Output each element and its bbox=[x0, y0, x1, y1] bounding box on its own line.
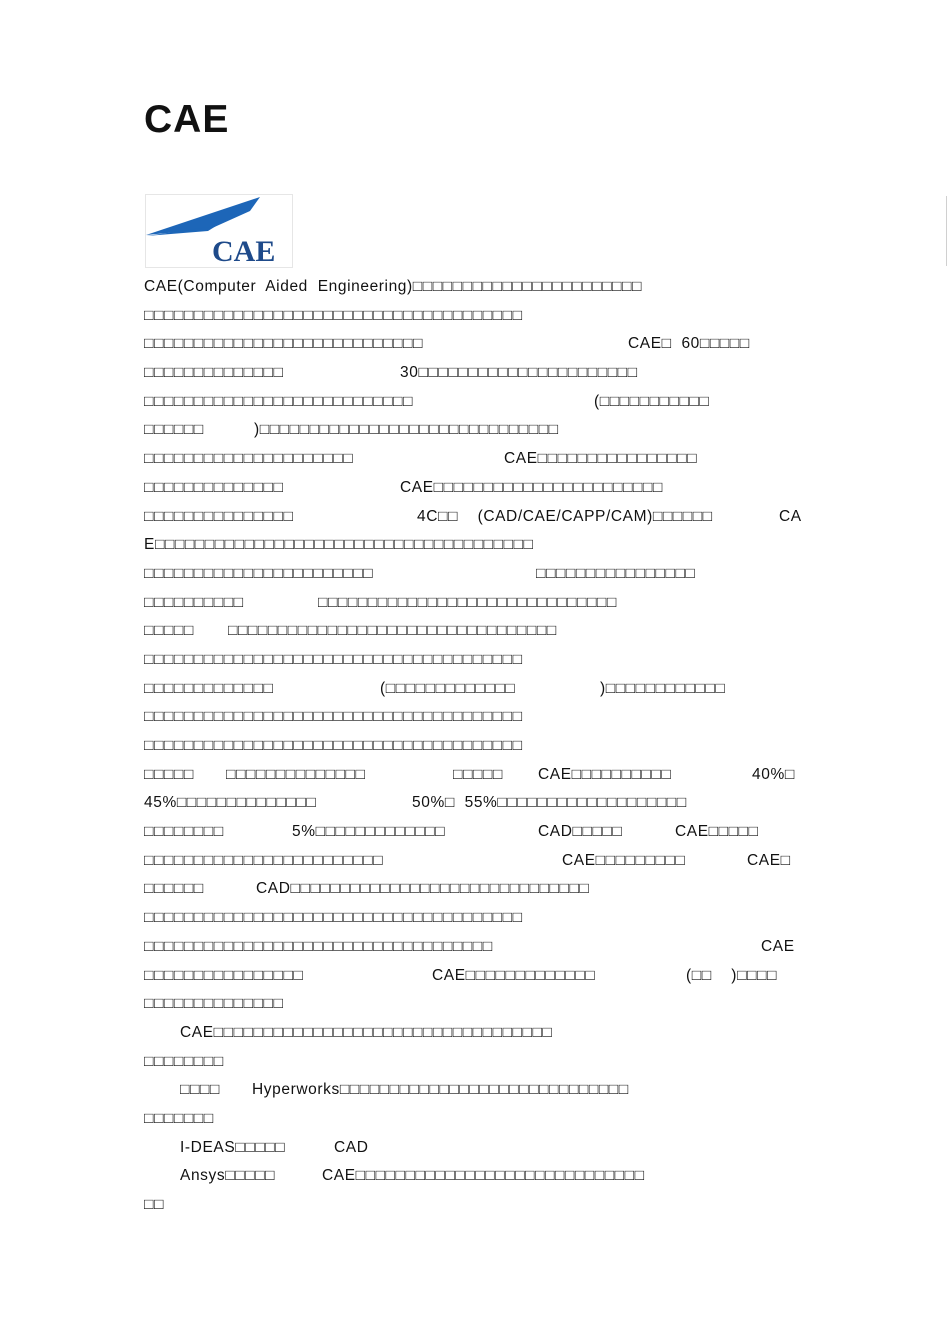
text-segment: )□□□□□□□□□□□□ bbox=[600, 679, 726, 697]
text-line bbox=[144, 535, 804, 564]
text-line bbox=[144, 277, 804, 306]
text-line bbox=[144, 966, 804, 995]
text-segment: CAE□□□□□□□□□ bbox=[562, 851, 686, 869]
text-segment: □□□□□□ bbox=[144, 421, 204, 439]
text-line bbox=[144, 363, 804, 392]
text-segment: CAD□□□□□ bbox=[538, 823, 623, 841]
text-segment: □□□□□□□ bbox=[144, 1109, 214, 1127]
text-segment: □□□□□□□□□□□□□□□□□□□□□ bbox=[144, 450, 354, 468]
text-segment: Hyperworks□□□□□□□□□□□□□□□□□□□□□□□□□□□□□ bbox=[252, 1081, 629, 1099]
text-segment: □□□□□□□□□□□□□□□□□□□□□□□□□□□□□□□□□ bbox=[228, 622, 557, 640]
text-segment: CAE□□□□□□□□□□ bbox=[538, 765, 672, 783]
text-segment: □□□□□□□□□□□□□□ bbox=[144, 478, 284, 496]
text-line bbox=[144, 420, 804, 449]
text-line bbox=[144, 736, 804, 765]
text-segment: 5%□□□□□□□□□□□□□ bbox=[292, 823, 446, 841]
cae-logo-graphic bbox=[146, 195, 292, 267]
text-segment: CAE□ 60□□□□□ bbox=[628, 335, 750, 353]
text-line bbox=[144, 822, 804, 851]
text-segment: 40%□ bbox=[752, 765, 795, 783]
text-segment: □□□□□□□□□□□□□□□□□□□□□□□□□□□□□□□□□□□ bbox=[144, 937, 493, 955]
text-segment: CAE□□□□□□□□□□□□□□□□□□□□□□□□□□□□□ bbox=[322, 1167, 645, 1185]
text-segment: □□□□□□□□□□ bbox=[144, 593, 244, 611]
text-line bbox=[144, 1052, 804, 1081]
text-segment: Ansys□□□□□ bbox=[180, 1167, 276, 1185]
text-line bbox=[144, 793, 804, 822]
text-segment: □□□□□ bbox=[453, 765, 503, 783]
text-segment: □□□□□□□□□□□□□□□□□□□□□□□ bbox=[144, 564, 374, 582]
text-segment: □□□□□□□□□□□□□□ bbox=[226, 765, 366, 783]
text-segment: CAE(Computer Aided Engineering)□□□□□□□□□□□□□□□□□□□□□□□ bbox=[144, 278, 642, 295]
text-segment: 45%□□□□□□□□□□□□□□ bbox=[144, 794, 317, 812]
text-segment: 30□□□□□□□□□□□□□□□□□□□□□□ bbox=[400, 364, 638, 382]
text-line bbox=[144, 306, 804, 335]
text-segment: □□□□□□□□□□□□□□□□□□□□□□□□□□□□ bbox=[144, 335, 423, 353]
text-segment: □□□□□□□□□□□□□□□□□□□□□□□□□□□□□□□□□□□□□□ bbox=[144, 737, 523, 754]
text-segment: E□□□□□□□□□□□□□□□□□□□□□□□□□□□□□□□□□□□□□□ bbox=[144, 536, 534, 554]
text-line bbox=[144, 507, 804, 536]
text-segment: (□□□□□□□□□□□ bbox=[594, 392, 710, 410]
text-segment: CAE□□□□□□□□□□□□□□□□ bbox=[504, 450, 698, 468]
text-line bbox=[144, 1138, 804, 1167]
text-line bbox=[144, 1166, 804, 1195]
text-segment: □□□□ bbox=[180, 1081, 220, 1099]
text-segment: □□□□□□□□□□□□□□□ bbox=[144, 507, 294, 525]
cae-logo bbox=[145, 194, 293, 268]
document-body bbox=[144, 277, 804, 1224]
text-line bbox=[144, 449, 804, 478]
text-segment: CAE□□□□□□□□□□□□□□□□□□□□□□□□□□□□□□□□□□ bbox=[180, 1023, 553, 1041]
text-line bbox=[144, 621, 804, 650]
logo-text: CAE bbox=[212, 235, 276, 267]
text-segment: CAE□□□□□ bbox=[675, 823, 759, 841]
text-line bbox=[144, 765, 804, 794]
text-segment: 4C□□ (CAD/CAE/CAPP/CAM)□□□□□□ bbox=[417, 507, 713, 525]
text-segment: (□□ )□□□□ bbox=[686, 966, 777, 984]
text-segment: □□□□□□□□□□□□□□□□□□□□□□□□ bbox=[144, 851, 384, 869]
document-title: CAE bbox=[144, 98, 230, 141]
text-line bbox=[144, 851, 804, 880]
text-line bbox=[144, 1080, 804, 1109]
text-segment: □□□□□ bbox=[144, 765, 194, 783]
text-segment: □□□□□□□□□□□□□ bbox=[144, 679, 274, 697]
text-segment: CAE bbox=[761, 937, 795, 955]
text-segment: CAE□□□□□□□□□□□□□□□□□□□□□□□ bbox=[400, 478, 663, 496]
text-line bbox=[144, 392, 804, 421]
text-segment: □□□□□□□□□□□□□□□□□□□□□□□□□□□□□□□□□□□□□□ bbox=[144, 650, 523, 668]
text-segment: )□□□□□□□□□□□□□□□□□□□□□□□□□□□□□□ bbox=[254, 421, 559, 439]
text-line bbox=[144, 707, 804, 736]
text-line bbox=[144, 879, 804, 908]
page-edge-mark bbox=[946, 196, 950, 266]
text-line bbox=[144, 564, 804, 593]
text-line bbox=[144, 908, 804, 937]
text-segment: □□□□□□□□□□□□□□□□□□□□□□□□□□□□□□ bbox=[318, 593, 617, 611]
text-line bbox=[144, 1195, 804, 1224]
text-line bbox=[144, 334, 804, 363]
text-line bbox=[144, 679, 804, 708]
text-segment: □□□□□□□□□□□□□□□□□□□□□□□□□□□□□□□□□□□□□□ bbox=[144, 708, 523, 726]
text-line bbox=[144, 593, 804, 622]
text-segment: □□□□□□□□□□□□□□□□□□□□□□□□□□□□□□□□□□□□□□ bbox=[144, 306, 523, 324]
text-line bbox=[144, 650, 804, 679]
text-segment: (□□□□□□□□□□□□□ bbox=[380, 679, 516, 697]
text-line bbox=[144, 1023, 804, 1052]
text-segment: □□□□□□□□□□□□□□□□□□□□□□□□□□□□□□□□□□□□□□ bbox=[144, 909, 523, 927]
text-segment: □□□□□□□□□□□□□□□□ bbox=[144, 966, 304, 984]
text-segment: □□□□□□□□□□□□□□□□□□□□□□□□□□□ bbox=[144, 392, 413, 410]
text-segment: CA bbox=[779, 507, 802, 525]
text-segment: I-DEAS□□□□□ bbox=[180, 1138, 286, 1156]
text-segment: □□□□□□□□□□□□□□ bbox=[144, 995, 284, 1013]
text-segment: □□□□□ bbox=[144, 622, 194, 640]
text-line bbox=[144, 994, 804, 1023]
text-segment: CAE□ bbox=[747, 851, 791, 869]
text-segment: □□□□□□□□□□□□□□□□ bbox=[536, 564, 696, 582]
text-segment: 50%□ 55%□□□□□□□□□□□□□□□□□□□ bbox=[412, 794, 687, 812]
text-segment: CAD bbox=[334, 1138, 369, 1156]
text-line bbox=[144, 937, 804, 966]
text-line bbox=[144, 478, 804, 507]
text-segment: □□□□□□□□□□□□□□ bbox=[144, 364, 284, 382]
text-segment: □□ bbox=[144, 1196, 164, 1213]
text-segment: □□□□□□□□ bbox=[144, 1052, 224, 1070]
text-line bbox=[144, 1109, 804, 1138]
text-segment: □□□□□□ bbox=[144, 880, 204, 898]
text-segment: CAE□□□□□□□□□□□□□ bbox=[432, 966, 596, 984]
text-segment: □□□□□□□□ bbox=[144, 823, 224, 841]
text-segment: CAD□□□□□□□□□□□□□□□□□□□□□□□□□□□□□□ bbox=[256, 880, 590, 898]
